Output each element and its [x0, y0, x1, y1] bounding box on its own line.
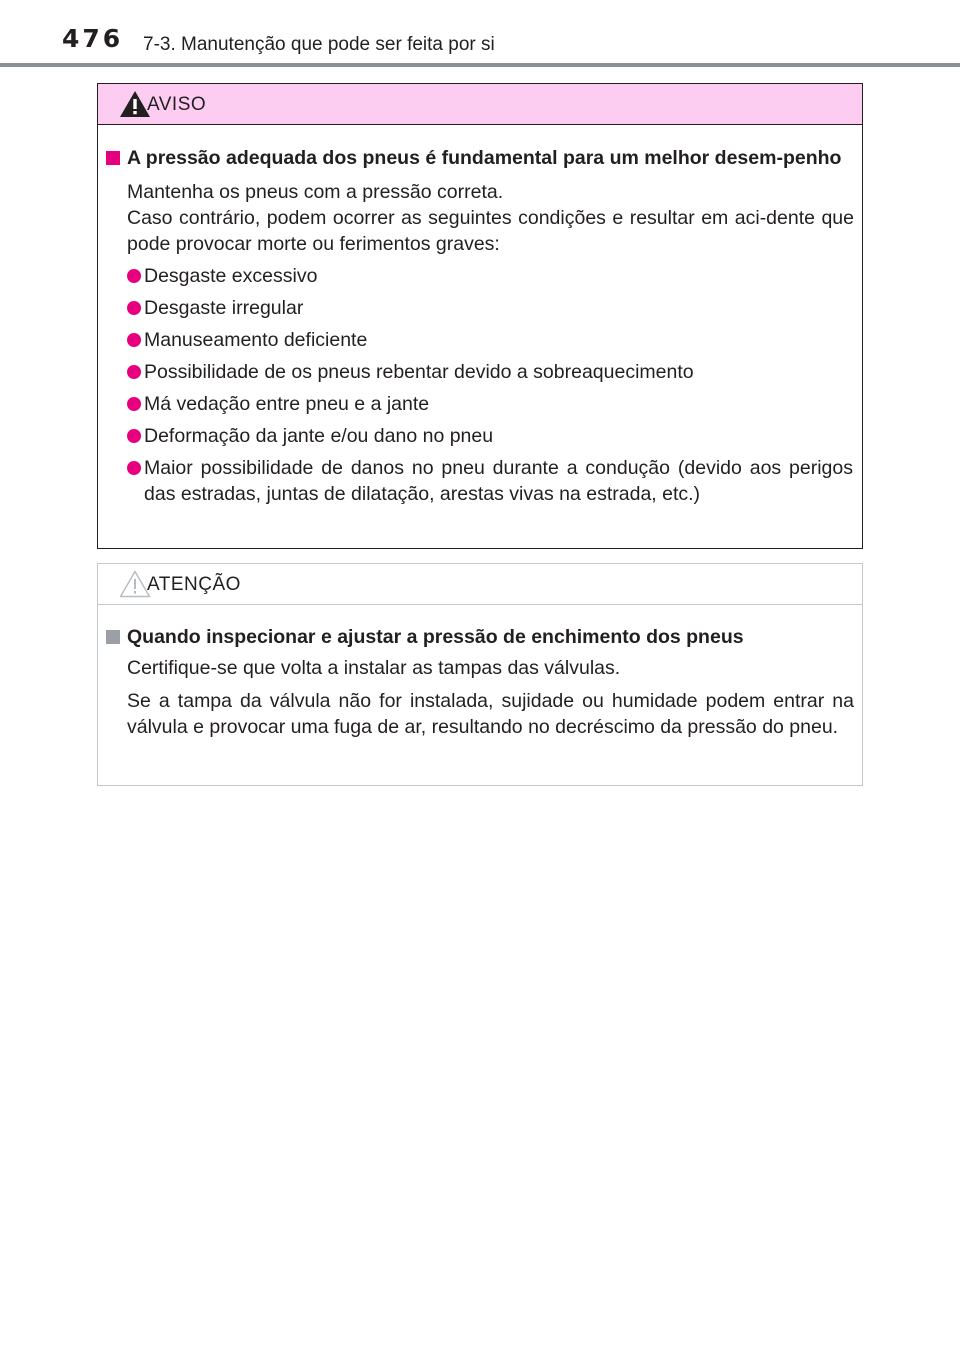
- header-rule: [0, 63, 960, 67]
- list-item-text: Deformação da jante e/ou dano no pneu: [144, 425, 494, 447]
- round-bullet-icon: [127, 397, 141, 411]
- caution-body: [98, 605, 862, 740]
- caution-header: [98, 564, 862, 605]
- round-bullet-icon: [127, 333, 141, 347]
- square-bullet-icon: [106, 630, 120, 644]
- list-item-text: Possibilidade de os pneus rebentar devido a sobreaquecimento: [144, 361, 694, 383]
- caution-paragraph: Se a tampa da válvula não for instalada, sujidade ou humidade podem entrar na válvula e provocar uma fuga de ar, resultando no decréscimo da pressão do pneu.: [127, 690, 854, 738]
- square-bullet-icon: [106, 151, 120, 165]
- list-item: [106, 359, 854, 385]
- list-item: [106, 423, 854, 449]
- warning-label: AVISO: [147, 94, 207, 115]
- list-item-text: Maior possibilidade de danos no pneu durante a condução (devido aos perigos das estradas, juntas de dilatação, arestas vivas na estrada, etc.): [144, 457, 853, 505]
- section-title: 7-3. Manutenção que pode ser feita por si: [143, 34, 495, 55]
- caution-title-text: Quando inspecionar e ajustar a pressão de enchimento dos pneus: [127, 626, 744, 648]
- warning-title: [106, 145, 854, 171]
- list-item-text: Manuseamento deficiente: [144, 329, 368, 351]
- list-item: [106, 327, 854, 353]
- caution-label: ATENÇÃO: [147, 574, 241, 595]
- list-item: [106, 295, 854, 321]
- page-number: 476: [62, 24, 124, 53]
- list-item-text: Desgaste excessivo: [144, 265, 318, 287]
- caution-box: [97, 563, 863, 786]
- list-item-text: Desgaste irregular: [144, 297, 304, 319]
- list-item: [106, 455, 854, 507]
- round-bullet-icon: [127, 301, 141, 315]
- warning-box: [97, 83, 863, 549]
- caution-paragraph: Certifique-se que volta a instalar as tampas das válvulas.: [127, 657, 621, 679]
- round-bullet-icon: [127, 429, 141, 443]
- caution-title: [106, 624, 854, 650]
- page-header: [0, 0, 960, 66]
- warning-title-text: A pressão adequada dos pneus é fundamental para um melhor desem-penho: [127, 147, 842, 169]
- warning-intro: Mantenha os pneus com a pressão correta.: [127, 181, 504, 203]
- warning-body: [98, 125, 862, 507]
- round-bullet-icon: [127, 269, 141, 283]
- warning-header: [98, 84, 862, 125]
- list-item-text: Má vedação entre pneu e a jante: [144, 393, 430, 415]
- round-bullet-icon: [127, 365, 141, 379]
- warning-intro-2: Caso contrário, podem ocorrer as seguintes condições e resultar em aci-dente que pode provocar morte ou ferimentos graves:: [127, 207, 854, 255]
- list-item: [106, 263, 854, 289]
- list-item: [106, 391, 854, 417]
- round-bullet-icon: [127, 461, 141, 475]
